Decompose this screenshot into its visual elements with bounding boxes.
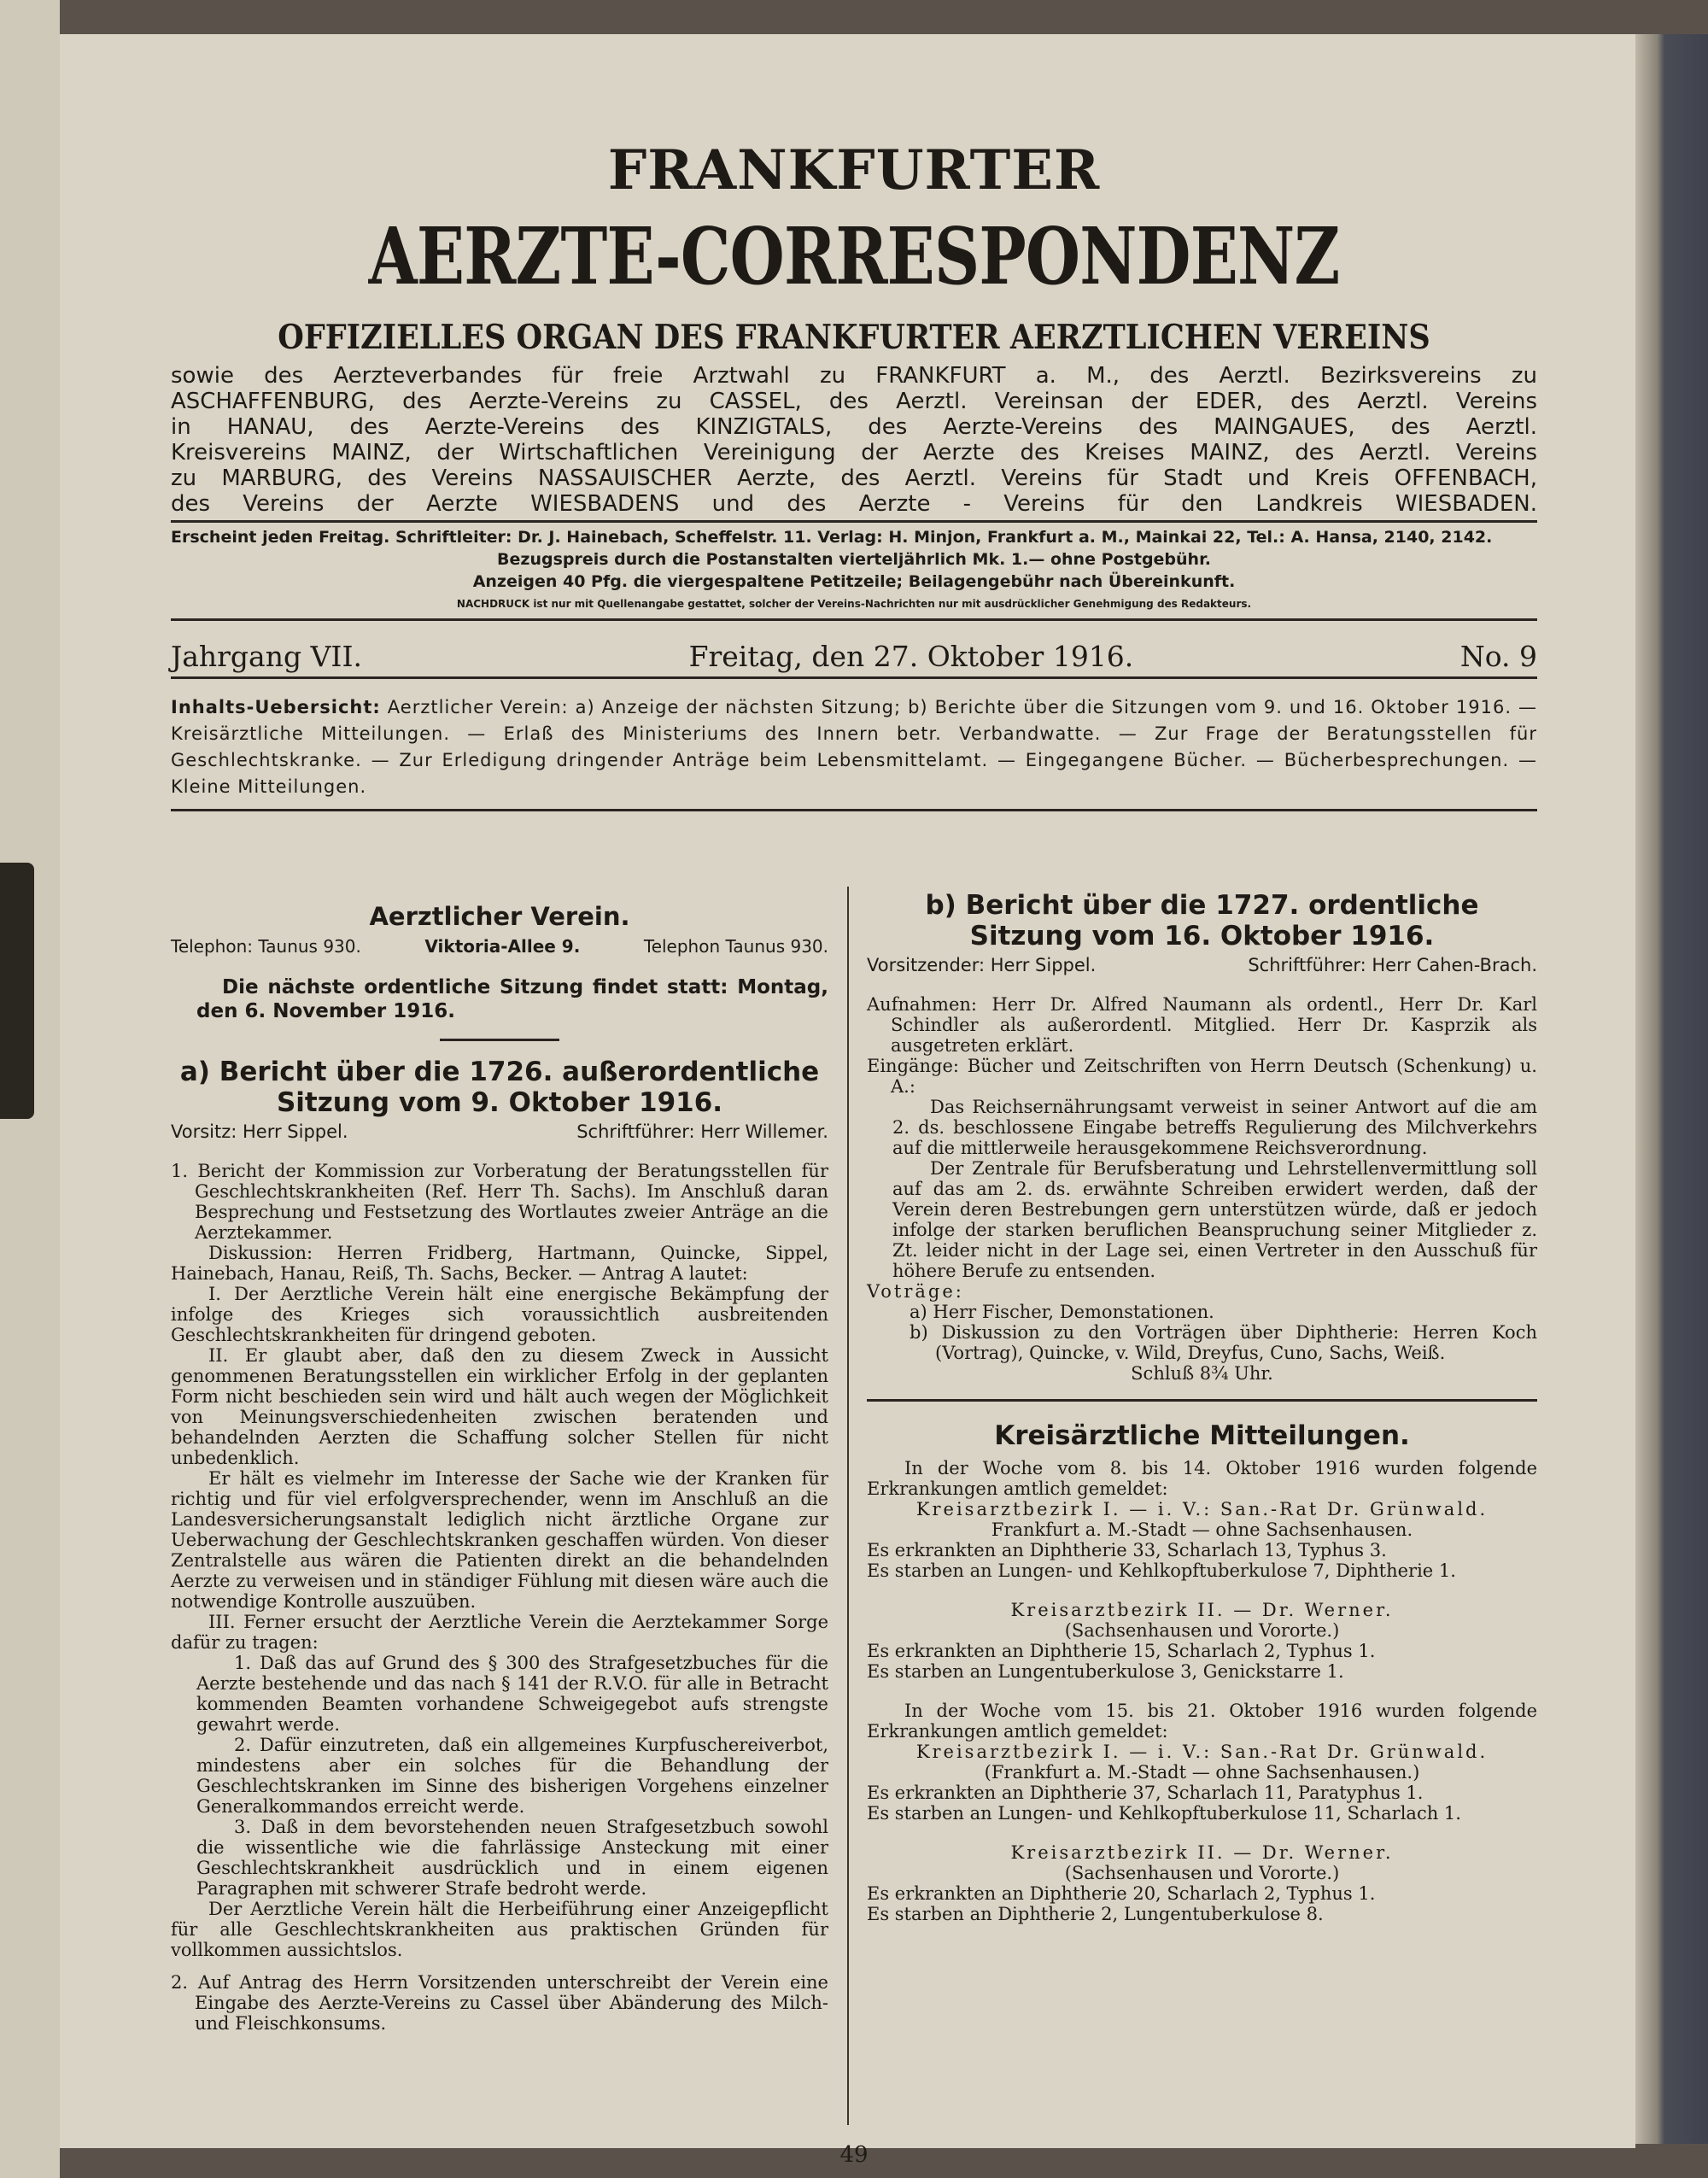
divider-rule (171, 618, 1537, 621)
secretary: Schriftführer: Herr Cahen-Brach. (1248, 955, 1537, 975)
masthead-line1: FRANKFURTER (607, 138, 1101, 202)
masthead (171, 137, 1537, 363)
affiliations (171, 363, 1537, 517)
newspaper-page (60, 34, 1635, 2168)
district-line: Kreisarztbezirk II. — Dr. Werner. (1010, 1600, 1394, 1620)
paragraph: 1. Daß das auf Grund des § 300 des Strafgesetzbuches für die Aerzte bestehende und das nach § 141 der R.V.O. für alle in Betracht kommenden Beamten vorhandene Schweigegebot aufs strengste gewahrt werde. (196, 1653, 828, 1735)
officers-line (867, 955, 1537, 975)
affiliation-line: ASCHAFFENBURG, des Aerzte-Vereins zu CASSEL, des Aerztl. Vereinsan der EDER, des Aerztl. Vereins (171, 389, 1537, 414)
short-rule (440, 1039, 559, 1041)
column-divider (847, 887, 849, 2125)
page-content (171, 102, 1537, 2168)
affiliation-line: Kreisvereins MAINZ, der Wirtschaftlichen Vereinigung der Aerzte des Kreises MAINZ, des Aerztl. Vereins (171, 440, 1537, 465)
report-a-title: a) Bericht über die 1726. außerordentliche Sitzung vom 9. Oktober 1916. (179, 1057, 820, 1118)
affiliation-line: in HANAU, des Aerzte-Vereins des KINZIGTALS, des Aerzte-Vereins des MAINGAUES, des Aerztl. (171, 414, 1537, 440)
paragraph: 2. Auf Antrag des Herrn Vorsitzenden unterschreibt der Verein eine Eingabe des Aerzte-Vereins zu Cassel über Abänderung des Milch- und Fleischkonsums. (171, 1972, 828, 2034)
right-column (867, 887, 1537, 1924)
paragraph: Der Aerztliche Verein hält die Herbeiführung einer Anzeigepflicht für alle Geschlechtskrankheiten aus praktischen Gründen für vollkommen aussichtslos. (171, 1899, 828, 1960)
district-line: (Sachsenhausen und Vororte.) (1064, 1863, 1340, 1883)
statistics-line: Es starben an Lungentuberkulose 3, Genickstarre 1. (867, 1661, 1344, 1682)
affiliation-line: sowie des Aerzteverbandes für freie Arztwahl zu FRANKFURT a. M., des Aerztl. Bezirksvereins zu (171, 363, 1537, 389)
divider-rule (171, 676, 1537, 679)
telephone-right: Telephon Taunus 930. (643, 936, 828, 957)
paragraph: Das Reichsernährungsamt verweist in seiner Antwort auf die am 2. ds. beschlossene Eingabe betreffs Regulierung des Milchverkehrs auf die mittlerweile herausgekommene Reichsverordnung. (892, 1097, 1537, 1158)
statistics-line: Es erkrankten an Diphtherie 20, Scharlach 2, Typhus 1. (867, 1883, 1376, 1904)
table-of-contents (171, 694, 1537, 800)
page-number: 49 (839, 2142, 869, 2168)
district-line: (Sachsenhausen und Vororte.) (1064, 1620, 1340, 1641)
left-column (171, 887, 828, 2034)
paragraph: a) Herr Fischer, Demonstationen. (910, 1302, 1214, 1322)
imprint (171, 526, 1537, 615)
paragraph: 2. Dafür einzutreten, daß ein allgemeines Kurpfuschereiverbot, mindestens aber ein solches für die Behandlung der Geschlechtskranken im Sinne des bisherigen Vorgehens einzelner Generalkommandos erreicht werde. (196, 1735, 828, 1817)
district-line: (Frankfurt a. M.-Stadt — ohne Sachsenhausen.) (984, 1762, 1420, 1783)
paragraph: III. Ferner ersucht der Aerztliche Verein die Aerztekammer Sorge dafür zu tragen: (171, 1612, 828, 1653)
issue-number: No. 9 (1459, 640, 1537, 673)
paragraph: Voträge: (867, 1281, 964, 1302)
imprint-line3: Anzeigen 40 Pfg. die viergespaltene Petitzeile; Beilagengebühr nach Übereinkunft. (472, 572, 1236, 591)
issue-volume: Jahrgang VII. (171, 640, 362, 673)
paragraph: Eingänge: Bücher und Zeitschriften von Herrn Deutsch (Schenkung) u. A.: (867, 1056, 1537, 1097)
chairman: Vorsitz: Herr Sippel. (171, 1121, 348, 1142)
imprint-line2: Bezugspreis durch die Postanstalten vierteljährlich Mk. 1.— ohne Postgebühr. (497, 550, 1211, 569)
district-line: Kreisarztbezirk I. — i. V.: San.-Rat Dr. Grünwald. (915, 1742, 1489, 1762)
officers-line (171, 1121, 828, 1142)
section-heading: Aerztlicher Verein. (369, 902, 630, 931)
toc-label: Inhalts-Uebersicht: (171, 697, 381, 717)
imprint-line1: Erscheint jeden Freitag. Schriftleiter: Dr. J. Hainebach, Scheffelstr. 11. Verlag: H. Minjon, Frankfurt a. M., Mainkai 22, Tel.: A. Hansa, 2140, 2142. (171, 528, 1493, 547)
divider-rule (171, 520, 1537, 523)
statistics-line: Es erkrankten an Diphtherie 37, Scharlach 11, Paratyphus 1. (867, 1783, 1424, 1803)
page-tab (0, 863, 34, 1119)
secretary: Schriftführer: Herr Willemer. (576, 1121, 828, 1142)
closing-time: Schluß 8¾ Uhr. (1131, 1363, 1273, 1384)
affiliation-line: zu MARBURG, des Vereins NASSAUISCHER Aerzte, des Aerztl. Vereins für Stadt und Kreis OFFENBACH, (171, 465, 1537, 491)
paragraph: b) Diskussion zu den Vorträgen über Diphtherie: Herren Koch (Vortrag), Quincke, v. Wild, Dreyfus, Cuno, Sachs, Weiß. (910, 1322, 1537, 1363)
chairman: Vorsitzender: Herr Sippel. (867, 955, 1097, 975)
statistics-line: Es erkrankten an Diphtherie 15, Scharlach 2, Typhus 1. (867, 1641, 1376, 1661)
district-line: Frankfurt a. M.-Stadt — ohne Sachsenhausen. (991, 1519, 1413, 1540)
next-meeting-notice: Die nächste ordentliche Sitzung findet statt: Montag, den 6. November 1916. (196, 976, 828, 1022)
paragraph: Diskussion: Herren Fridberg, Hartmann, Quincke, Sippel, Hainebach, Hanau, Reiß, Th. Sachs, Becker. — Antrag A lautet: (171, 1243, 828, 1284)
masthead-title: AERZTE-CORRESPONDENZ (368, 210, 1340, 302)
statistics-line: Es starben an Lungen- und Kehlkopftuberkulose 7, Diphtherie 1. (867, 1560, 1456, 1581)
paragraph: Der Zentrale für Berufsberatung und Lehrstellenvermittlung soll auf das am 2. ds. erwähnte Schreiben erwidert werden, daß der Verein deren Bestrebungen gern unterstützen würde, daß er jedoch infolge der starken beruflichen Beanspruchung seiner Mitglieder z. Zt. leider nicht in der Lage sei, einen Vertreter in den Ausschuß für höhere Berufe zu entsenden. (892, 1158, 1537, 1281)
book-edge (1635, 34, 1708, 2144)
toc-text: Aerztlicher Verein: a) Anzeige der nächsten Sitzung; b) Berichte über die Sitzungen vom 9. und 16. Oktober 1916. — Kreisärztliche Mitteilungen. — Erlaß des Ministeriums des Innern betr. Verbandwatte. — Zur Frage der Beratungsstellen für Geschlechtskranke. — Zur Erledigung dringender Anträge beim Lebensmittelamt. — Eingegangene Bücher. — Bücherbesprechungen. — Kleine Mitteilungen. (171, 697, 1537, 797)
district-line: Kreisarztbezirk II. — Dr. Werner. (1010, 1842, 1394, 1863)
telephone-line (171, 936, 828, 957)
statistics-line: Es starben an Diphtherie 2, Lungentuberkulose 8. (867, 1904, 1324, 1924)
divider-rule (867, 1399, 1537, 1402)
divider-rule (171, 809, 1537, 811)
paragraph: I. Der Aerztliche Verein hält eine energische Bekämpfung der infolge des Krieges sich voraussichtlich ausbreitenden Geschlechtskrankheiten für dringend geboten. (171, 1284, 828, 1345)
paragraph: In der Woche vom 8. bis 14. Oktober 1916 wurden folgende Erkrankungen amtlich gemeldet: (867, 1458, 1537, 1499)
telephone-left: Telephon: Taunus 930. (171, 936, 361, 957)
statistics-line: Es erkrankten an Diphtherie 33, Scharlach 13, Typhus 3. (867, 1540, 1387, 1560)
paragraph: In der Woche vom 15. bis 21. Oktober 1916 wurden folgende Erkrankungen amtlich gemeldet: (867, 1701, 1537, 1742)
issue-line (171, 640, 1537, 673)
paragraph: Er hält es vielmehr im Interesse der Sache wie der Kranken für richtig und für viel erfolgversprechender, wenn im Anschluß an die Landesversicherungsanstalt lediglich nicht ärztliche Organe zur Ueberwachung der Geschlechtskranken geschaffen würden. Von dieser Zentralstelle aus wären die Patienten direkt an die behandelnden Aerzte zu verweisen und in ständiger Fühlung mit diesen wäre auch die notwendige Kontrolle auszuüben. (171, 1468, 828, 1612)
statistics-line: Es starben an Lungen- und Kehlkopftuberkulose 11, Scharlach 1. (867, 1803, 1461, 1824)
kreis-heading: Kreisärztliche Mitteilungen. (994, 1420, 1410, 1451)
imprint-line4: NACHDRUCK ist nur mit Quellenangabe gestattet, solcher der Vereins-Nachrichten nur mit ausdrücklicher Genehmigung des Redakteurs. (456, 598, 1252, 610)
issue-date: Freitag, den 27. Oktober 1916. (688, 640, 1134, 673)
report-b-title: b) Bericht über die 1727. ordentliche Sitzung vom 16. Oktober 1916. (925, 890, 1479, 951)
district-line: Kreisarztbezirk I. — i. V.: San.-Rat Dr. Grünwald. (915, 1499, 1489, 1519)
paragraph: 1. Bericht der Kommission zur Vorberatung der Beratungsstellen für Geschlechtskrankheiten (Ref. Herr Th. Sachs). Im Anschluß daran Besprechung und Festsetzung des Wortlautes zweier Anträge an die Aerztekammer. (171, 1161, 828, 1243)
paragraph: 3. Daß in dem bevorstehenden neuen Strafgesetzbuch sowohl die wissentliche wie die fahrlässige Ansteckung mit einer Geschlechtskrankheit ausdrücklich und in einem eigenen Paragraphen mit schwerer Strafe bedroht werde. (196, 1817, 828, 1899)
article-columns (171, 887, 1537, 2117)
masthead-subtitle: OFFIZIELLES ORGAN DES FRANKFURTER AERZTLICHEN VEREINS (278, 318, 1430, 357)
affiliation-line: des Vereins der Aerzte WIESBADENS und des Aerzte - Vereins für den Landkreis WIESBADEN. (171, 491, 1537, 517)
paragraph: Aufnahmen: Herr Dr. Alfred Naumann als ordentl., Herr Dr. Karl Schindler als außerordentl. Mitglied. Herr Dr. Kasprzik als ausgetreten erklärt. (867, 994, 1537, 1056)
address: Viktoria-Allee 9. (424, 936, 581, 957)
paragraph: II. Er glaubt aber, daß den zu diesem Zweck in Aussicht genommenen Beratungsstellen ein wirklicher Erfolg in der geplanten Form nicht beschieden sein wird und hält auch wegen der Möglichkeit von Meinungsverschiedenheiten zwischen beratenden und behandelnden Aerzten die Schaffung solcher Stellen für nicht unbedenklich. (171, 1345, 828, 1468)
